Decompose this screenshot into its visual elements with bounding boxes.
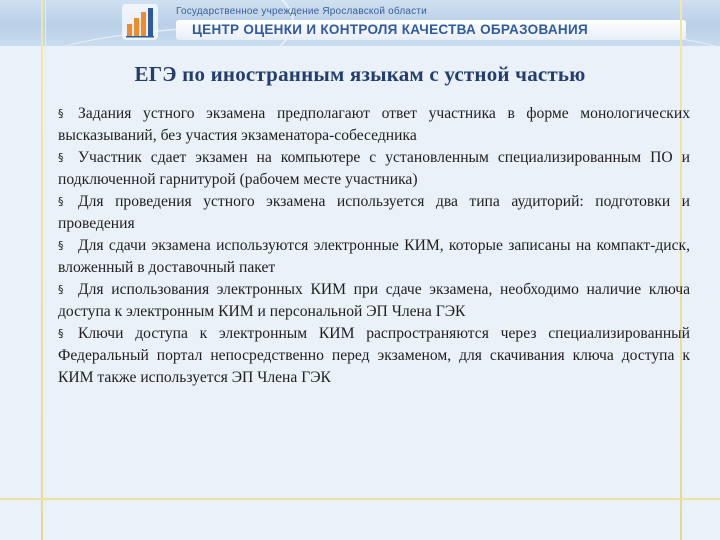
bullet-text: Ключи доступа к электронным КИМ распространяются через специализированный Федеральный портал непосредственно перед экзаменом, для скачивания ключа доступа к КИМ также используется ЭП Члена ГЭК <box>58 325 690 386</box>
organization-subtitle: Государственное учреждение Ярославской области <box>176 6 427 17</box>
bullet-icon: § <box>58 283 64 296</box>
bullet-item <box>58 191 690 235</box>
bullet-item <box>58 147 690 191</box>
bullet-icon: § <box>58 239 64 252</box>
bullet-item <box>58 279 690 323</box>
slide-body <box>58 103 690 389</box>
bullet-text: Для сдачи экзамена используются электронные КИМ, которые записаны на компакт-диск, вложенный в доставочный пакет <box>58 237 690 276</box>
bullet-icon: § <box>58 151 64 164</box>
bullet-item <box>58 235 690 279</box>
bullet-icon: § <box>58 327 64 340</box>
bullet-text: Для проведения устного экзамена используется два типа аудиторий: подготовки и проведения <box>58 193 690 232</box>
bullet-text: Участник сдает экзамен на компьютере с установленным специализированным ПО и подключенной гарнитурой (рабочем месте участника) <box>58 149 690 188</box>
slide-title: ЕГЭ по иностранным языкам с устной частью <box>134 62 586 86</box>
bullet-item <box>58 323 690 389</box>
chart-logo-icon <box>120 2 160 42</box>
header-banner <box>0 0 720 46</box>
bullet-icon: § <box>58 195 64 208</box>
bullet-icon: § <box>58 107 64 120</box>
bullet-item <box>58 103 690 147</box>
frame-line-bottom <box>0 498 720 500</box>
bullet-text: Задания устного экзамена предполагают ответ участника в форме монологических высказываний, без участия экзаменатора-собеседника <box>58 105 690 144</box>
organization-name: ЦЕНТР ОЦЕНКИ И КОНТРОЛЯ КАЧЕСТВА ОБРАЗОВАНИЯ <box>176 20 686 40</box>
bullet-text: Для использования электронных КИМ при сдаче экзамена, необходимо наличие ключа доступа к электронным КИМ и персональной ЭП Члена ГЭК <box>58 281 690 320</box>
